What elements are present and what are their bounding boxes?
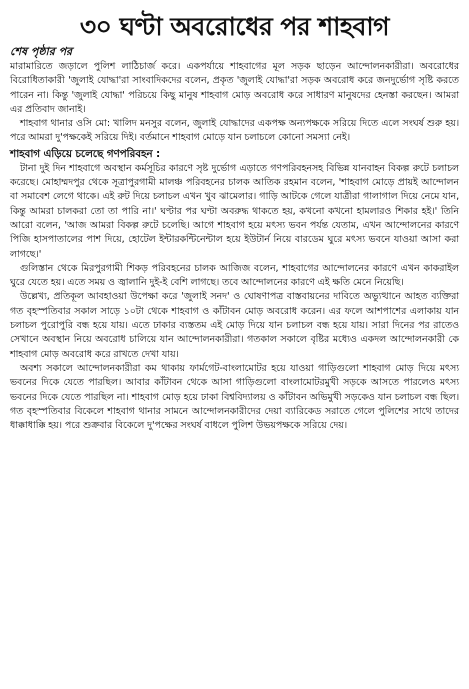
article-paragraph: অবশ্য সকালে আন্দোলনকারীরা কম থাকায় ফার্মগেট-বাংলামোটর হয়ে যাওয়া গাড়িগুলো শাহবাগ মোড় দিয়ে মৎস্য ভবনের দিকে যেতে পারছিল। আবার কাঁটাবন থেকে আসা গাড়িগুলো বাংলামোটরমুখী সড়কে আসতে পারলেও মৎস্য ভবনের দিকে যেতে পারছিল না। শাহবাগ মোড় হয়ে ঢাকা বিশ্ববিদ্যালয় ও কাঁটাবন অভিমুখী সড়কেও যান চলাচল বন্ধ ছিল। গত বৃহস্পতিবার বিকেলে শাহবাগ থানার সামনে আন্দোলনকারীদের দেয়া ব্যারিকেড সরাতে গেলে পুলিশের সাথে তাদের ধাক্কাধাক্কি হয়। পরে শুক্রবার বিকেলে দু'পক্ষের সংঘর্ষ বাধলে পুলিশ উভয়পক্ষকে সরিয়ে দেয়। bbox=[10, 362, 459, 432]
article-paragraph: উল্লেখ্য, প্রতিকূল আবহাওয়া উপেক্ষা করে 'জুলাই সনদ' ও ঘোষণাপত্র বাস্তবায়নের দাবিতে অভ্যুত্থানে আহত ব্যক্তিরা গত বৃহস্পতিবার সকাল সাড়ে ১০টা থেকে শাহবাগ ও কাঁটাবন মোড় অবরোধ করেন। এর ফলে আশপাশের এলাকায় যান চলাচল পুরোপুরি বন্ধ হয়ে যায়। এতে ঢাকার ব্যস্ততম এই মোড় দিয়ে যান চলাচল বন্ধ হয়ে যায়। সারা দিনের পর রাতেও সেখানে অবস্থান নিয়ে অবরোধ চালিয়ে যান আন্দোলনকারীরা। গতকাল সকালে বৃষ্টির মধ্যেও একদল আন্দোলনকারী কে শাহবাগ মোড় অবরোধ করে রাখতে দেখা যায়। bbox=[10, 291, 459, 360]
article-paragraph: গুলিস্তান থেকে মিরপুরগামী শিকড় পরিবহনের চালক আজিজ বলেন, শাহবাগের আন্দোলনের কারণে এখন কাকরাইল ঘুরে যেতে হয়। এতে সময় ও জ্বালানি দুই-ই বেশি লাগছে। তবে আন্দোলনের কারণে এই ক্ষতি মেনে নিয়েছি। bbox=[10, 262, 459, 289]
article-paragraph: শাহবাগ থানার ওসি মো: খালিদ মনসুর বলেন, জুলাই যোদ্ধাদের একপক্ষ অন্যপক্ষকে সরিয়ে দিতে এলে সংঘর্ষ শুরু হয়। পরে আমরা দু'পক্ষকেই সরিয়ে দিই। বর্তমানে শাহবাগ মোড়ে যান চলাচলে কোনো সমস্যা নেই। bbox=[10, 118, 459, 144]
article-headline: ৩০ ঘণ্টা অবরোধের পর শাহবাগ bbox=[79, 12, 390, 41]
article-body bbox=[10, 60, 459, 433]
continued-from-label: শেষ পৃষ্ঠার পর bbox=[10, 45, 73, 58]
article-paragraph: টানা দুই দিন শাহবাগে অবস্থান কর্মসূচির কারণে সৃষ্ট দুর্ভোগ এড়াতে গণপরিবহনসহ বিভিন্ন যানবাহন বিকল্প রুটে চলাচল করেছে। মোহাম্মদপুর থেকে সূত্রাপুরগামী মালঞ্চ পরিবহনের চালক আতিক রহমান বলেন, 'শাহবাগ মোড়ে প্রায়ই আন্দোলন বা সমাবেশ লেগে থাকে। এই রুট দিয়ে চলাচল এখন খুব ঝামেলার। গাড়ি আটকে গেলে যাত্রীরা গালাগাল দিয়ে নেমে যান, কিন্তু আমরা চালকরা তো তা পারি না।' ঘণ্টার পর ঘণ্টা অবরুদ্ধ থাকতে হয়, কখনো কখনো হামলারও শিকার হই।' তিনি আরো বলেন, 'আজ আমরা বিকল্প রুটে চলেছি। আগে শাহবাগ হয়ে মৎস্য ভবন পর্যন্ত যেতাম, এখন আন্দোলনের কারণে পিজি হাসপাতালের পাশ দিয়ে, হোটেল ইন্টারকন্টিনেন্টাল হয়ে ইউটার্ন নিয়ে বারডেম ঘুরে মৎস্য ভবনে যাওয়া আসা করা লাগছে।' bbox=[10, 162, 459, 260]
article-paragraph: মারামারিতে জড়ালে পুলিশ লাঠিচার্জ করে। একপর্যায়ে শাহবাগের মূল সড়ক ছাড়েন আন্দোলনকারীরা। অবরোধের বিরোধিতাকারী 'জুলাই যোদ্ধা'রা সাংবাদিকদের বলেন, প্রকৃত 'জুলাই যোদ্ধা'রা সড়ক অবরোধ করে জনদুর্ভোগ সৃষ্টি করতে পারেন না। কিন্তু 'জুলাই যোদ্ধা' পরিচয়ে কিছু মানুষ শাহবাগ মোড় অবরোধ করে সাধারণ মানুষদের হেনস্তা করছেন। আমরা এর প্রতিবাদ জানাই। bbox=[10, 61, 459, 115]
article-subheading: শাহবাগ এড়িয়ে চলেছে গণপরিবহন : bbox=[10, 147, 161, 160]
